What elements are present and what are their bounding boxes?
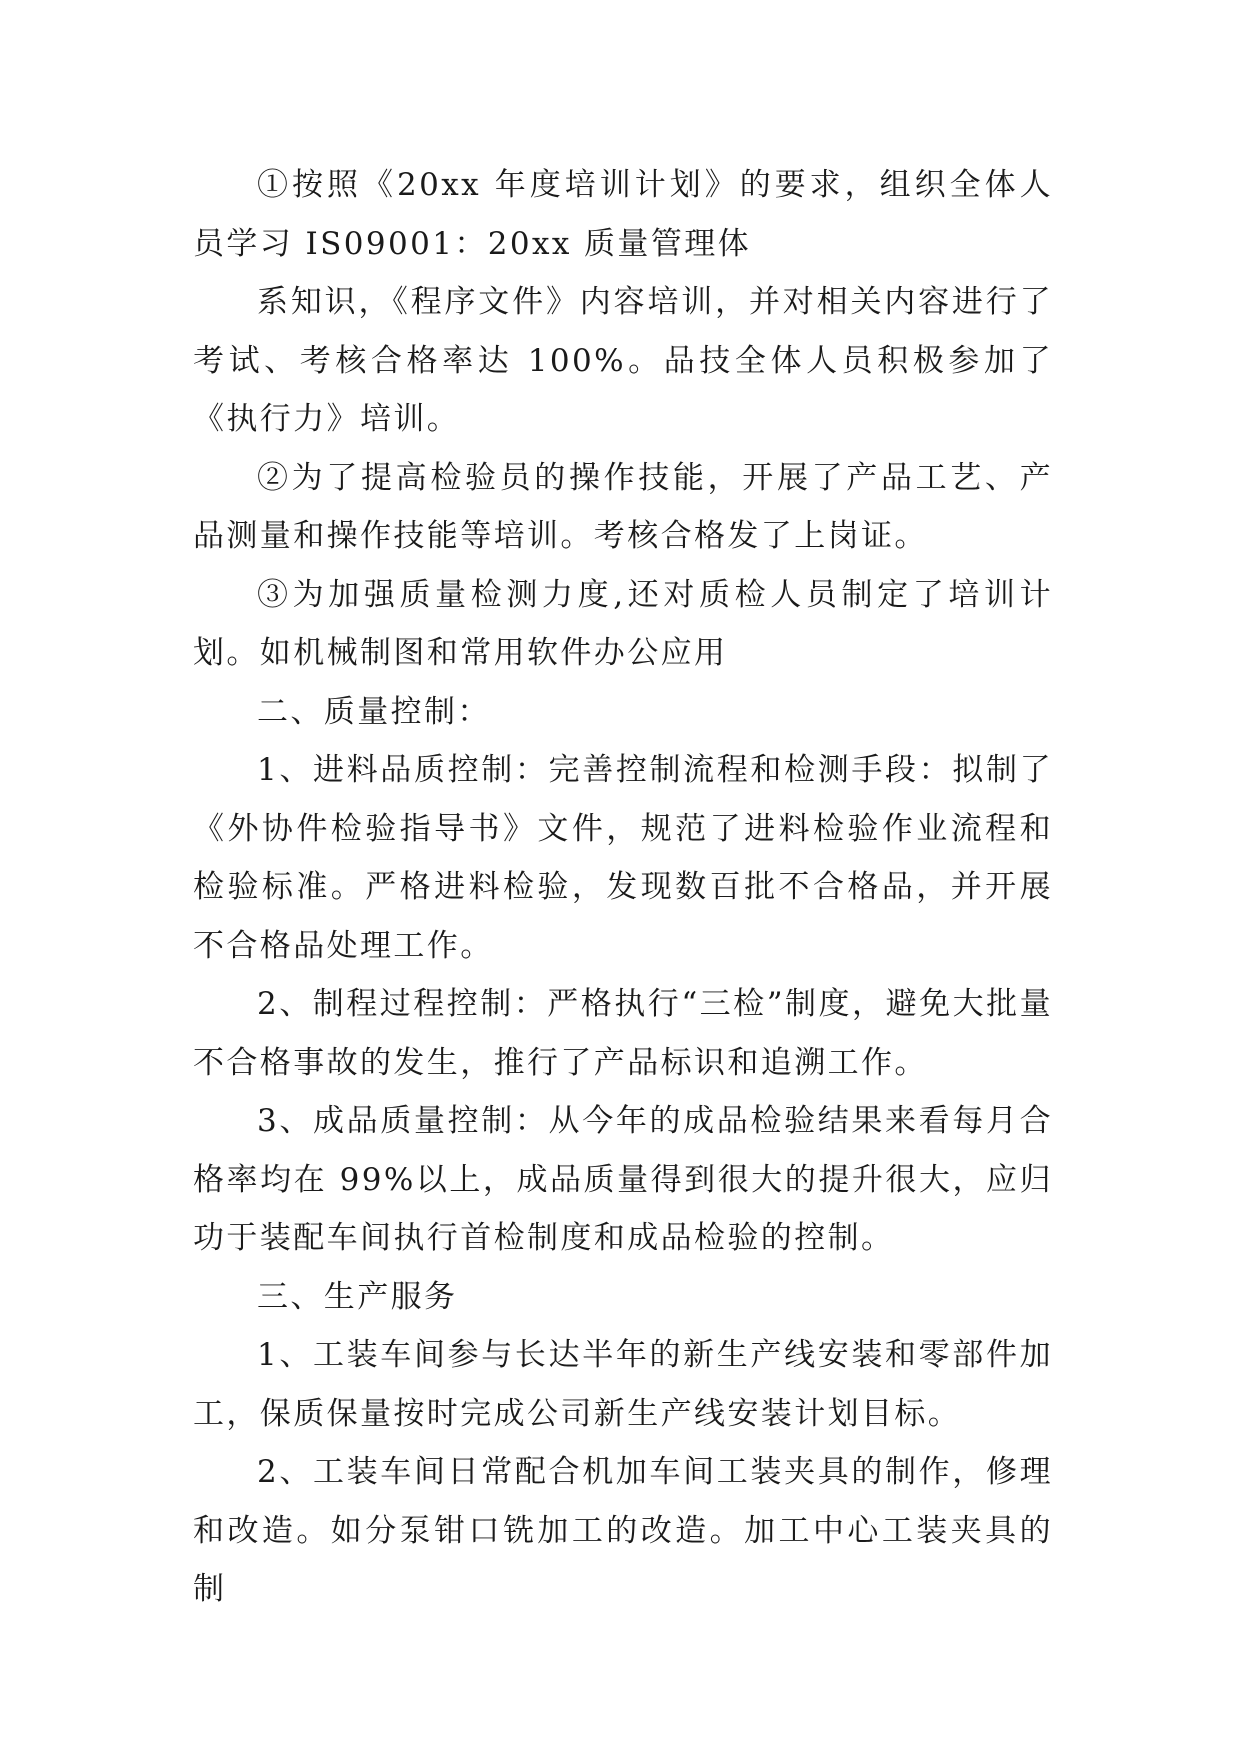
paragraph-finished-product-quality: 3、成品质量控制：从今年的成品检验结果来看每月合格率均在 99%以上，成品质量得到很大的提升很大，应归功于装配车间执行首检制度和成品检验的控制。 bbox=[193, 1103, 1053, 1256]
section-heading-production-service: 三、生产服务 bbox=[257, 1278, 458, 1315]
section-heading-quality-control: 二、质量控制： bbox=[257, 693, 491, 730]
paragraph-process-control: 2、制程过程控制：严格执行“三检”制度，避免大批量不合格事故的发生，推行了产品标识和追溯工作。 bbox=[193, 986, 1053, 1081]
paragraph-training-content: 系知识，《程序文件》内容培训，并对相关内容进行了考试、考核合格率达 100%。品技全体人员积极参加了《执行力》培训。 bbox=[193, 284, 1053, 437]
paragraph-training-plan: ①按照《20xx 年度培训计划》的要求，组织全体人员学习 IS09001：20xx 质量管理体 bbox=[193, 167, 1053, 262]
paragraph-tooling-new-line: 1、工装车间参与长达半年的新生产线安装和零部件加工，保质保量按时完成公司新生产线安装计划目标。 bbox=[193, 1337, 1053, 1432]
document-body bbox=[193, 156, 1053, 1619]
paragraph-inspector-training: ②为了提高检验员的操作技能，开展了产品工艺、产品测量和操作技能等培训。考核合格发了上岗证。 bbox=[193, 459, 1053, 554]
paragraph-tooling-daily: 2、工装车间日常配合机加车间工装夹具的制作，修理和改造。如分泵钳口铣加工的改造。加工中心工装夹具的制 bbox=[193, 1454, 1053, 1607]
paragraph-incoming-quality: 1、进料品质控制：完善控制流程和检测手段：拟制了《外协件检验指导书》文件，规范了进料检验作业流程和检验标准。严格进料检验，发现数百批不合格品，并开展不合格品处理工作。 bbox=[193, 752, 1053, 964]
paragraph-qc-training-plan: ③为加强质量检测力度,还对质检人员制定了培训计划。如机械制图和常用软件办公应用 bbox=[193, 576, 1053, 671]
